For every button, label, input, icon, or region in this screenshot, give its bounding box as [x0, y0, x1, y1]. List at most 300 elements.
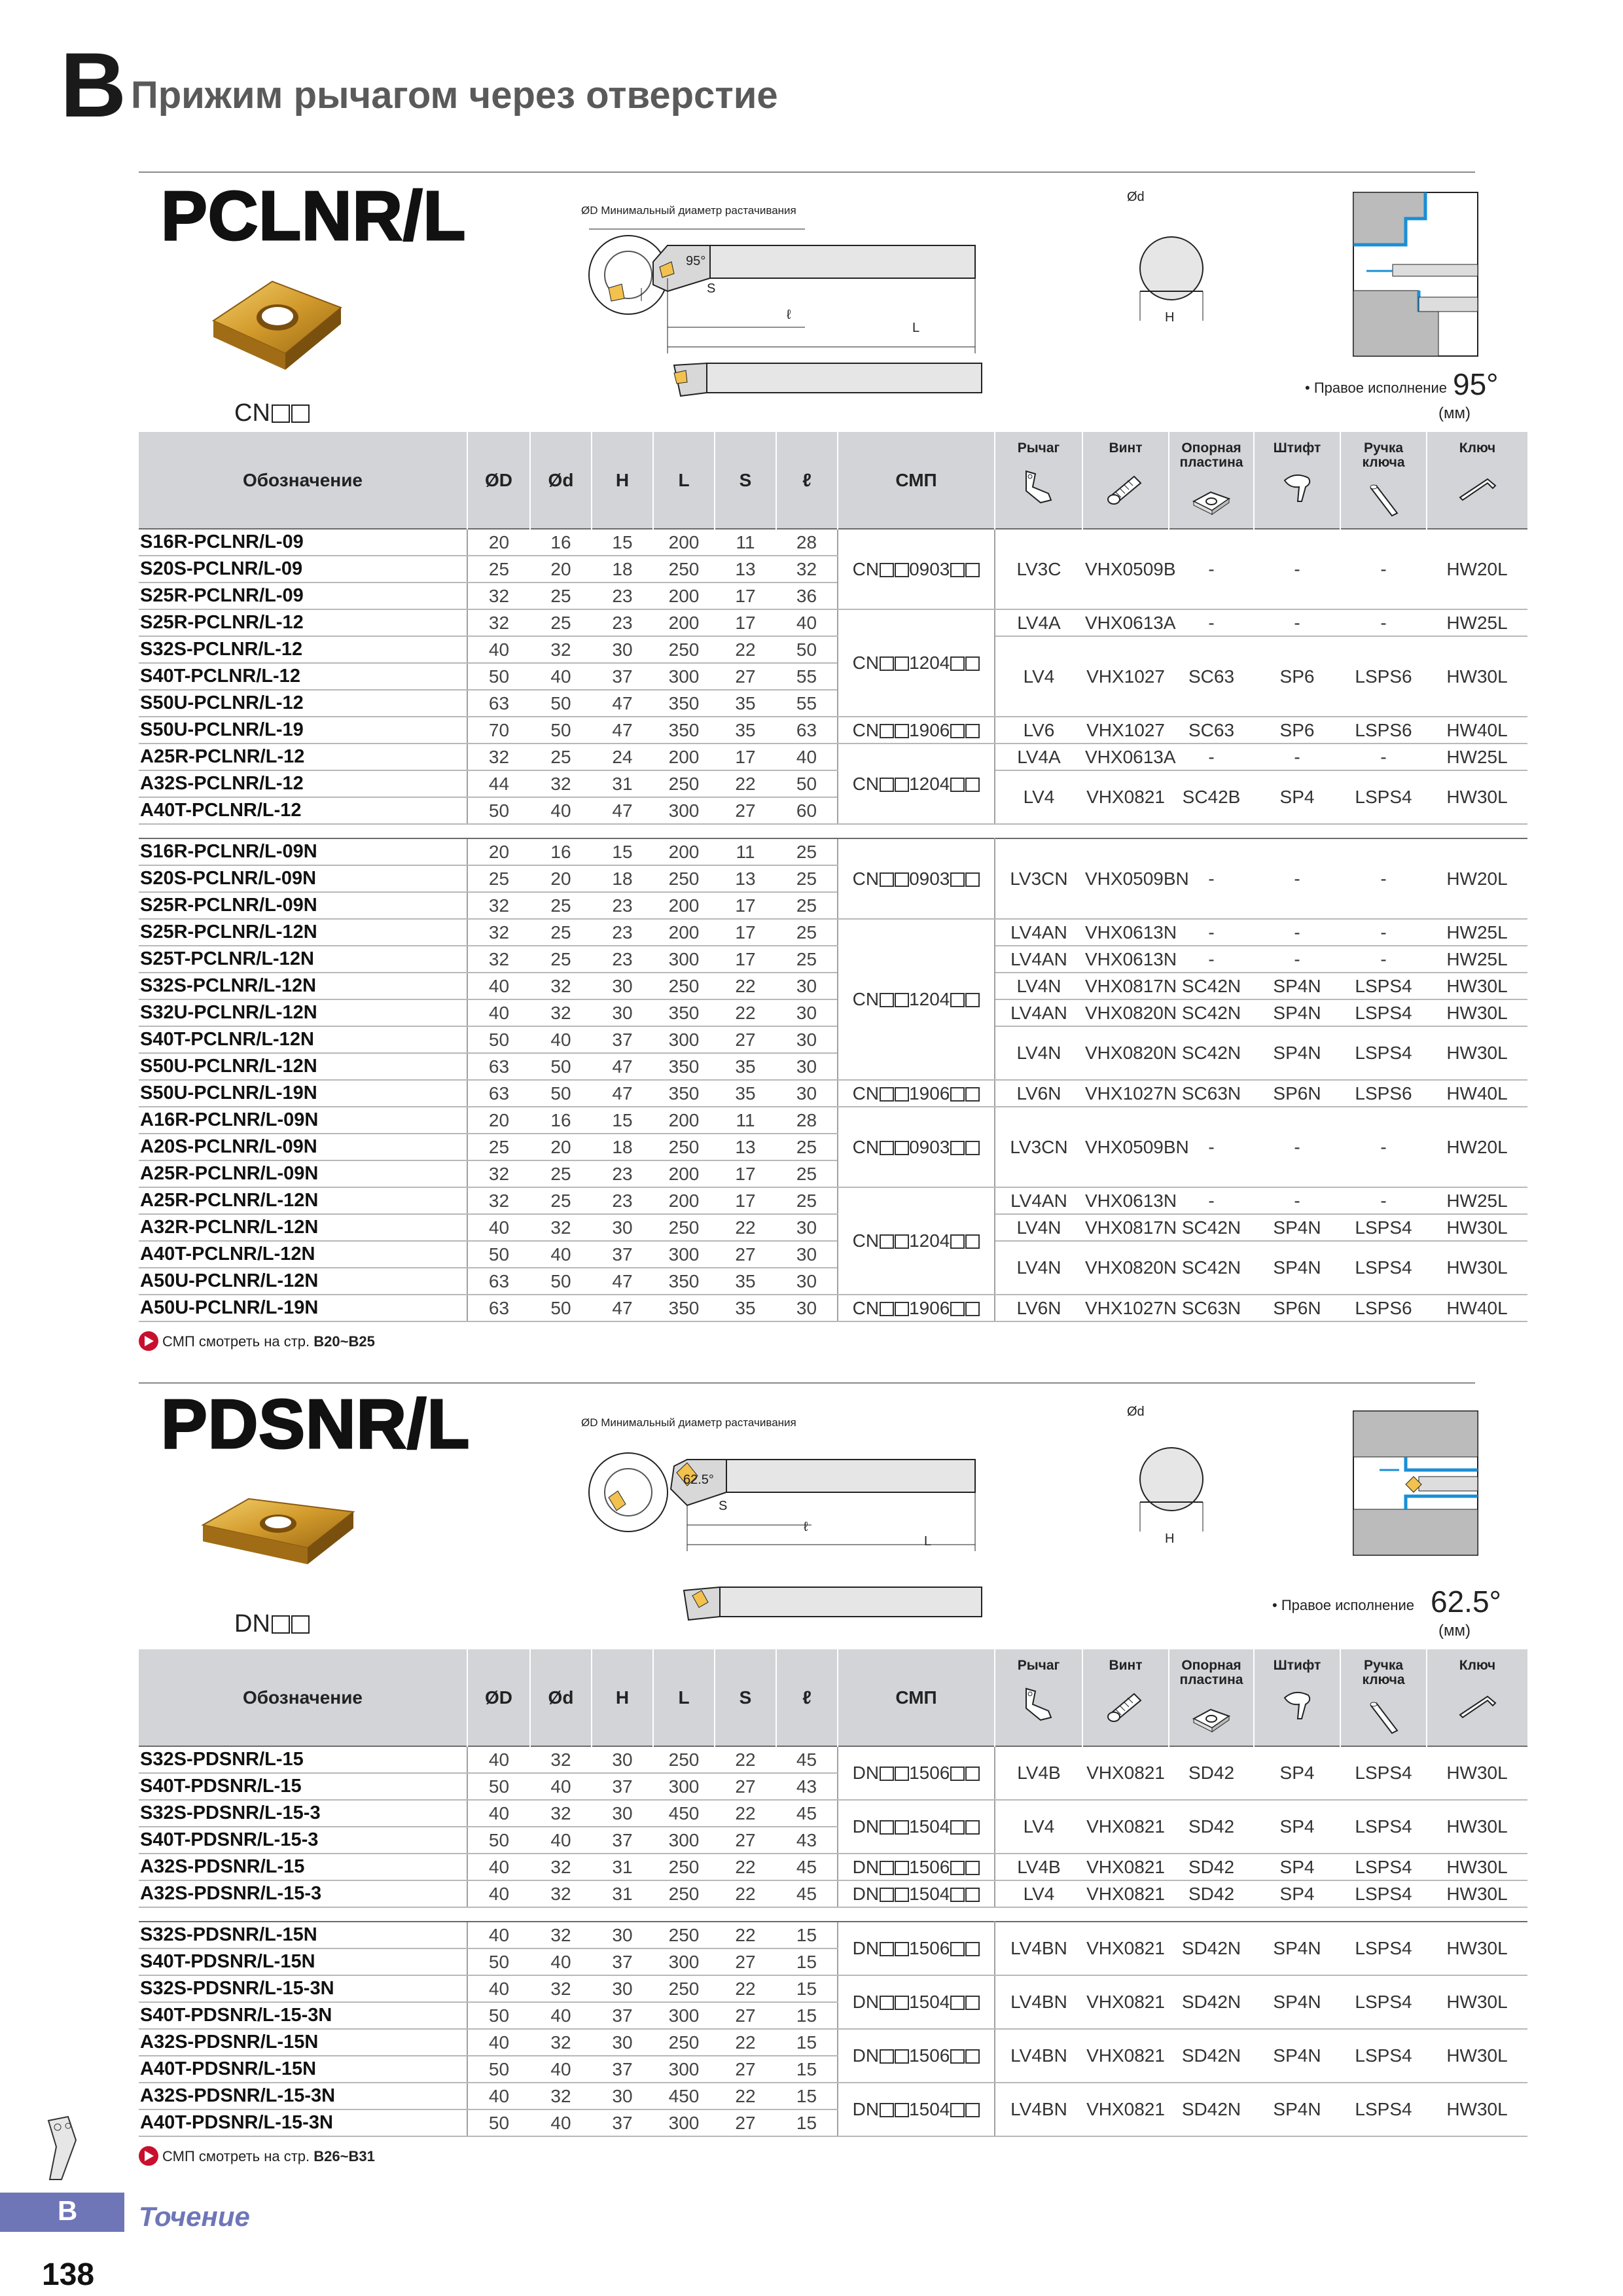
dimension-cell: 40 — [467, 1854, 530, 1880]
dimension-cell: 40 — [530, 2109, 592, 2136]
accessory-cell: VHX1027 — [1082, 636, 1169, 717]
dimension-cell: 37 — [592, 1026, 653, 1053]
dimension-cell: 30 — [776, 1080, 838, 1107]
dimension-cell: 50 — [467, 797, 530, 824]
dimension-cell: 25 — [530, 1160, 592, 1187]
accessory-cell: VHX0821 — [1082, 1922, 1169, 1975]
dimension-cell: 32 — [467, 1187, 530, 1214]
wrench-handle-icon — [1341, 1699, 1426, 1737]
dimension-cell: 300 — [653, 1026, 715, 1053]
designation-cell: A32S-PDSNR/L-15 — [139, 1854, 467, 1880]
table-row — [139, 2029, 1527, 2056]
unit-label: (мм) — [1438, 404, 1471, 422]
accessory-cell: - — [1169, 838, 1254, 919]
accessory-cell: LV4AN — [995, 919, 1082, 946]
dimension-cell: 25 — [776, 1160, 838, 1187]
dimension-cell: 43 — [776, 1827, 838, 1854]
dimension-cell: 50 — [530, 1080, 592, 1107]
dimension-cell: 40 — [530, 1827, 592, 1854]
dimension-cell: 11 — [715, 838, 776, 865]
accessory-cell: SD42 — [1169, 1800, 1254, 1854]
dimension-cell: 40 — [467, 1746, 530, 1773]
accessory-cell: - — [1169, 1107, 1254, 1187]
dimension-cell: 300 — [653, 797, 715, 824]
accessory-cell: LV4BN — [995, 1922, 1082, 1975]
min-diameter-label: ØD Минимальный диаметр растачивания — [581, 204, 796, 217]
designation-cell: A32S-PDSNR/L-15-3 — [139, 1880, 467, 1907]
table-row — [139, 1107, 1527, 1134]
dimension-cell: 20 — [467, 838, 530, 865]
dn-insert-image — [196, 1486, 366, 1584]
col-header: S — [715, 432, 776, 529]
dimension-cell: 22 — [715, 999, 776, 1026]
dimension-cell: 15 — [776, 2002, 838, 2029]
accessory-cell: SD42 — [1169, 1854, 1254, 1880]
col-header: S — [715, 1649, 776, 1746]
dimension-cell: 300 — [653, 1827, 715, 1854]
insert-code-cell: CN 0903 — [838, 1107, 995, 1187]
dimension-cell: 37 — [592, 2109, 653, 2136]
dimension-cell: 30 — [776, 999, 838, 1026]
accessory-cell: VHX0509BN — [1082, 838, 1169, 919]
dimension-cell: 15 — [776, 1922, 838, 1948]
dimension-cell: 35 — [715, 1268, 776, 1295]
dimension-cell: 17 — [715, 919, 776, 946]
dimension-cell: 27 — [715, 1241, 776, 1268]
col-header-label: Штифт — [1273, 1658, 1321, 1673]
insert-code-cell: DN 1504 — [838, 1975, 995, 2029]
table-row — [139, 1975, 1527, 2002]
accessory-cell: SP6 — [1254, 636, 1340, 717]
accessory-cell: - — [1254, 744, 1340, 770]
accessory-cell: SD42N — [1169, 1975, 1254, 2029]
angle-label: 95° — [686, 254, 706, 268]
accessory-cell: - — [1169, 744, 1254, 770]
accessory-cell: HW30L — [1427, 1880, 1527, 1907]
unit-label: (мм) — [1438, 1622, 1471, 1640]
dimension-cell: 50 — [467, 1827, 530, 1854]
dimension-cell: 200 — [653, 744, 715, 770]
dimension-cell: 200 — [653, 609, 715, 636]
dimension-cell: 25 — [530, 609, 592, 636]
dimension-cell: 18 — [592, 556, 653, 583]
dimension-cell: 40 — [530, 663, 592, 690]
dimension-cell: 47 — [592, 1295, 653, 1321]
table-row — [139, 1214, 1527, 1241]
accessory-cell: LV4N — [995, 1214, 1082, 1241]
accessory-cell: VHX1027 — [1082, 717, 1169, 744]
table-row — [139, 1187, 1527, 1214]
col-header-pin — [1254, 1649, 1340, 1746]
accessory-cell: LSPS4 — [1340, 2083, 1427, 2136]
pclnr-toolholder-drawing — [543, 216, 1119, 399]
dimension-cell: 27 — [715, 2002, 776, 2029]
dim-l: L — [924, 1534, 932, 1549]
dimension-cell: 15 — [776, 2029, 838, 2056]
dimension-cell: 50 — [467, 1948, 530, 1975]
dimension-cell: 30 — [592, 1800, 653, 1827]
dimension-cell: 63 — [467, 690, 530, 717]
accessory-cell: HW20L — [1427, 529, 1527, 609]
accessory-cell: LV4B — [995, 1854, 1082, 1880]
accessory-cell: SP4N — [1254, 1026, 1340, 1080]
insert-code-cell: DN 1506 — [838, 1854, 995, 1880]
dimension-cell: 200 — [653, 1107, 715, 1134]
accessory-cell: - — [1340, 946, 1427, 973]
dimension-cell: 63 — [467, 1268, 530, 1295]
accessory-cell: - — [1254, 1187, 1340, 1214]
accessory-cell: - — [1254, 1107, 1340, 1187]
dimension-cell: 60 — [776, 797, 838, 824]
dimension-cell: 31 — [592, 1854, 653, 1880]
pclnr-table — [139, 432, 1527, 1322]
insert-reference-note: СМП смотреть на стр. B26~B31 — [139, 2146, 375, 2166]
dimension-cell: 43 — [776, 1773, 838, 1800]
dimension-cell: 40 — [530, 1948, 592, 1975]
dimension-cell: 35 — [715, 1080, 776, 1107]
shank-section-drawing — [1132, 1420, 1224, 1551]
dimension-cell: 23 — [592, 583, 653, 609]
accessory-cell: VHX0821 — [1082, 1746, 1169, 1800]
accessory-cell: SP4N — [1254, 1214, 1340, 1241]
col-header: ØD — [467, 1649, 530, 1746]
dimension-cell: 32 — [467, 609, 530, 636]
insert-code-cell: CN 1906 — [838, 1080, 995, 1107]
col-header-plate — [1169, 1649, 1254, 1746]
accessory-cell: SC42N — [1169, 1241, 1254, 1295]
insert-code-cell: DN 1504 — [838, 2083, 995, 2136]
approach-angle: 95° — [1453, 367, 1499, 401]
dimension-cell: 47 — [592, 1268, 653, 1295]
dimension-cell: 30 — [592, 2029, 653, 2056]
accessory-cell: LSPS4 — [1340, 1800, 1427, 1854]
dimension-cell: 32 — [467, 892, 530, 919]
accessory-cell: - — [1254, 609, 1340, 636]
dimension-cell: 23 — [592, 919, 653, 946]
accessory-cell: - — [1340, 838, 1427, 919]
accessory-cell: HW30L — [1427, 1746, 1527, 1800]
table-row — [139, 609, 1527, 636]
hex-key-icon — [1427, 1685, 1527, 1723]
dimension-cell: 200 — [653, 838, 715, 865]
dimension-cell: 250 — [653, 1214, 715, 1241]
col-header: ℓ — [776, 432, 838, 529]
accessory-cell: HW30L — [1427, 1026, 1527, 1080]
accessory-cell: LSPS4 — [1340, 1214, 1427, 1241]
dimension-cell: 30 — [592, 636, 653, 663]
accessory-cell: - — [1340, 609, 1427, 636]
dimension-cell: 17 — [715, 892, 776, 919]
accessory-cell: - — [1169, 1187, 1254, 1214]
designation-cell: A32S-PDSNR/L-15-3N — [139, 2083, 467, 2109]
designation-cell: S40T-PDSNR/L-15N — [139, 1948, 467, 1975]
accessory-cell: HW40L — [1427, 717, 1527, 744]
accessory-cell: LV4A — [995, 609, 1082, 636]
col-header-label: Винт — [1109, 1658, 1143, 1673]
hex-key-icon — [1427, 467, 1527, 505]
dimension-cell: 32 — [530, 1214, 592, 1241]
accessory-cell: VHX0613N — [1082, 1187, 1169, 1214]
accessory-cell: LV6 — [995, 717, 1082, 744]
arrow-icon — [139, 2146, 158, 2166]
insert-code-cell: DN 1504 — [838, 1880, 995, 1907]
insert-code-cell: CN 1204 — [838, 1187, 995, 1295]
accessory-cell: LV4N — [995, 973, 1082, 999]
dimension-cell: 32 — [467, 919, 530, 946]
accessory-cell: VHX0817N — [1082, 973, 1169, 999]
dimension-cell: 24 — [592, 744, 653, 770]
dimension-cell: 50 — [467, 2002, 530, 2029]
dimension-cell: 32 — [530, 1800, 592, 1827]
dimension-cell: 30 — [592, 1214, 653, 1241]
accessory-cell: - — [1340, 529, 1427, 609]
accessory-cell: LV6N — [995, 1295, 1082, 1321]
dimension-cell: 63 — [467, 1053, 530, 1080]
table-row — [139, 1080, 1527, 1107]
dimension-cell: 17 — [715, 609, 776, 636]
dimension-cell: 50 — [530, 1268, 592, 1295]
accessory-cell: VHX0821 — [1082, 2083, 1169, 2136]
designation-cell: A20S-PCLNR/L-09N — [139, 1134, 467, 1160]
dimension-cell: 40 — [530, 1241, 592, 1268]
designation-cell: S40T-PCLNR/L-12 — [139, 663, 467, 690]
arrow-icon — [139, 1331, 158, 1351]
col-header-lever — [995, 432, 1082, 529]
accessory-cell: VHX0821 — [1082, 1800, 1169, 1854]
accessory-cell: SC42N — [1169, 1214, 1254, 1241]
accessory-cell: LV4BN — [995, 2029, 1082, 2083]
dimension-cell: 50 — [467, 1026, 530, 1053]
dimension-cell: 25 — [776, 1187, 838, 1214]
accessory-cell: SC42B — [1169, 770, 1254, 824]
dimension-cell: 32 — [530, 1746, 592, 1773]
accessory-cell: HW25L — [1427, 919, 1527, 946]
designation-cell: S40T-PDSNR/L-15 — [139, 1773, 467, 1800]
dimension-cell: 28 — [776, 529, 838, 556]
designation-cell: A25R-PCLNR/L-12N — [139, 1187, 467, 1214]
col-header: ℓ — [776, 1649, 838, 1746]
dimension-cell: 25 — [776, 892, 838, 919]
accessory-cell: SD42N — [1169, 1922, 1254, 1975]
dimension-cell: 250 — [653, 1854, 715, 1880]
table-row — [139, 1746, 1527, 1773]
col-header: Обозначение — [139, 432, 467, 529]
accessory-cell: HW20L — [1427, 838, 1527, 919]
accessory-cell: SP4N — [1254, 2029, 1340, 2083]
dimension-cell: 11 — [715, 1107, 776, 1134]
dimension-cell: 40 — [467, 1975, 530, 2002]
dimension-cell: 200 — [653, 529, 715, 556]
designation-cell: A40T-PCLNR/L-12 — [139, 797, 467, 824]
table-row — [139, 770, 1527, 797]
dimension-cell: 250 — [653, 1880, 715, 1907]
application-diagram — [1353, 192, 1478, 357]
accessory-cell: LSPS4 — [1340, 1026, 1427, 1080]
dimension-cell: 250 — [653, 1922, 715, 1948]
dimension-cell: 47 — [592, 717, 653, 744]
accessory-cell: LV4AN — [995, 946, 1082, 973]
table-row — [139, 1241, 1527, 1268]
accessory-cell: HW30L — [1427, 770, 1527, 824]
dimension-cell: 45 — [776, 1800, 838, 1827]
accessory-cell: LSPS6 — [1340, 717, 1427, 744]
table-row — [139, 1800, 1527, 1827]
designation-cell: S32S-PDSNR/L-15N — [139, 1922, 467, 1948]
table-row — [139, 1854, 1527, 1880]
accessory-cell: HW30L — [1427, 999, 1527, 1026]
accessory-cell: LSPS6 — [1340, 1295, 1427, 1321]
dim-h: H — [1165, 310, 1175, 325]
accessory-cell: VHX0821 — [1082, 1880, 1169, 1907]
designation-cell: A32S-PDSNR/L-15N — [139, 2029, 467, 2056]
dimension-cell: 20 — [530, 865, 592, 892]
accessory-cell: - — [1169, 919, 1254, 946]
table-row — [139, 1026, 1527, 1053]
dimension-cell: 27 — [715, 663, 776, 690]
dim-l: L — [912, 321, 920, 335]
col-header: H — [592, 432, 653, 529]
dimension-cell: 22 — [715, 2083, 776, 2109]
accessory-cell: VHX0509B — [1082, 529, 1169, 609]
designation-cell: S32U-PCLNR/L-12N — [139, 999, 467, 1026]
dimension-cell: 17 — [715, 1187, 776, 1214]
accessory-cell: - — [1254, 529, 1340, 609]
accessory-cell: HW30L — [1427, 1241, 1527, 1295]
col-header-label: Ключ — [1459, 440, 1496, 456]
dimension-cell: 40 — [467, 1214, 530, 1241]
accessory-cell: LV4 — [995, 636, 1082, 717]
accessory-cell: LV4BN — [995, 1975, 1082, 2029]
insert-code-cell: DN 1504 — [838, 1800, 995, 1854]
accessory-cell: LSPS4 — [1340, 2029, 1427, 2083]
accessory-cell: LV4N — [995, 1026, 1082, 1080]
table-row — [139, 1880, 1527, 1907]
dimension-cell: 25 — [530, 744, 592, 770]
designation-cell: A40T-PDSNR/L-15-3N — [139, 2109, 467, 2136]
accessory-cell: HW30L — [1427, 973, 1527, 999]
dimension-cell: 44 — [467, 770, 530, 797]
accessory-cell: LV4A — [995, 744, 1082, 770]
accessory-cell: - — [1169, 946, 1254, 973]
dimension-cell: 22 — [715, 1922, 776, 1948]
dimension-cell: 450 — [653, 2083, 715, 2109]
designation-cell: S16R-PCLNR/L-09 — [139, 529, 467, 556]
dimension-cell: 22 — [715, 1880, 776, 1907]
dimension-cell: 22 — [715, 1746, 776, 1773]
designation-cell: S32S-PCLNR/L-12N — [139, 973, 467, 999]
dimension-cell: 30 — [592, 999, 653, 1026]
model-title-pclnr: PCLNR/L — [161, 177, 467, 255]
accessory-cell: HW30L — [1427, 1800, 1527, 1854]
dimension-cell: 300 — [653, 1773, 715, 1800]
accessory-cell: SC42N — [1169, 973, 1254, 999]
accessory-cell: - — [1340, 1187, 1427, 1214]
accessory-cell: SD42 — [1169, 1746, 1254, 1800]
dimension-cell: 22 — [715, 1214, 776, 1241]
designation-cell: A50U-PCLNR/L-19N — [139, 1295, 467, 1321]
accessory-cell: LV4B — [995, 1746, 1082, 1800]
dimension-cell: 31 — [592, 770, 653, 797]
dimension-cell: 32 — [530, 636, 592, 663]
designation-cell: A40T-PCLNR/L-12N — [139, 1241, 467, 1268]
col-header-label: Ручка ключа — [1362, 1658, 1405, 1687]
wrench-handle-icon — [1341, 482, 1426, 520]
section-letter: B — [60, 33, 127, 136]
accessory-cell: LSPS6 — [1340, 636, 1427, 717]
dimension-cell: 55 — [776, 663, 838, 690]
dimension-cell: 37 — [592, 2056, 653, 2083]
accessory-cell: HW30L — [1427, 636, 1527, 717]
dimension-cell: 31 — [592, 1880, 653, 1907]
accessory-cell: SP4 — [1254, 1800, 1340, 1854]
dim-h: H — [1165, 1532, 1175, 1546]
dim-l-small: ℓ — [804, 1520, 808, 1534]
dimension-cell: 27 — [715, 1948, 776, 1975]
dimension-cell: 23 — [592, 1160, 653, 1187]
dimension-cell: 32 — [530, 1880, 592, 1907]
designation-cell: S50U-PCLNR/L-12 — [139, 690, 467, 717]
insert-code-cell: CN 0903 — [838, 529, 995, 609]
dimension-cell: 22 — [715, 1975, 776, 2002]
dimension-cell: 350 — [653, 1053, 715, 1080]
dimension-cell: 35 — [715, 690, 776, 717]
dimension-cell: 27 — [715, 1827, 776, 1854]
col-header-label: Винт — [1109, 440, 1143, 456]
dimension-cell: 47 — [592, 797, 653, 824]
designation-cell: S50U-PCLNR/L-19N — [139, 1080, 467, 1107]
accessory-cell: SP4N — [1254, 1975, 1340, 2029]
insert-type-label: CN — [234, 399, 310, 427]
accessory-cell: LV6N — [995, 1080, 1082, 1107]
accessory-cell: SP4N — [1254, 1922, 1340, 1975]
dimension-cell: 70 — [467, 717, 530, 744]
designation-cell: S20S-PCLNR/L-09 — [139, 556, 467, 583]
accessory-cell: LSPS4 — [1340, 1922, 1427, 1975]
col-header-label: Опорная пластина — [1179, 1658, 1243, 1687]
dimension-cell: 27 — [715, 2109, 776, 2136]
table-row — [139, 1295, 1527, 1321]
dimension-cell: 50 — [776, 636, 838, 663]
dimension-cell: 40 — [467, 2083, 530, 2109]
accessory-cell: - — [1254, 946, 1340, 973]
dimension-cell: 18 — [592, 865, 653, 892]
designation-cell: A25R-PCLNR/L-09N — [139, 1160, 467, 1187]
accessory-cell: LV3CN — [995, 838, 1082, 919]
col-header: Ød — [530, 1649, 592, 1746]
dimension-cell: 22 — [715, 770, 776, 797]
screw-icon — [1083, 467, 1168, 505]
dimension-cell: 25 — [530, 892, 592, 919]
accessory-cell: HW30L — [1427, 1922, 1527, 1975]
dimension-cell: 40 — [530, 2056, 592, 2083]
accessory-cell: SC42N — [1169, 1026, 1254, 1080]
dimension-cell: 250 — [653, 770, 715, 797]
dimension-cell: 27 — [715, 1773, 776, 1800]
dimension-cell: 25 — [776, 1134, 838, 1160]
dimension-cell: 63 — [776, 717, 838, 744]
accessory-cell: HW25L — [1427, 744, 1527, 770]
dimension-cell: 32 — [530, 999, 592, 1026]
accessory-cell: SP4N — [1254, 2083, 1340, 2136]
dimension-cell: 200 — [653, 583, 715, 609]
dimension-cell: 350 — [653, 690, 715, 717]
insert-code-cell: CN 1906 — [838, 1295, 995, 1321]
table-row — [139, 1922, 1527, 1948]
designation-cell: S32S-PDSNR/L-15-3 — [139, 1800, 467, 1827]
designation-cell: A40T-PDSNR/L-15N — [139, 2056, 467, 2083]
col-header-label: Ручка ключа — [1362, 440, 1405, 470]
screw-icon — [1083, 1685, 1168, 1723]
